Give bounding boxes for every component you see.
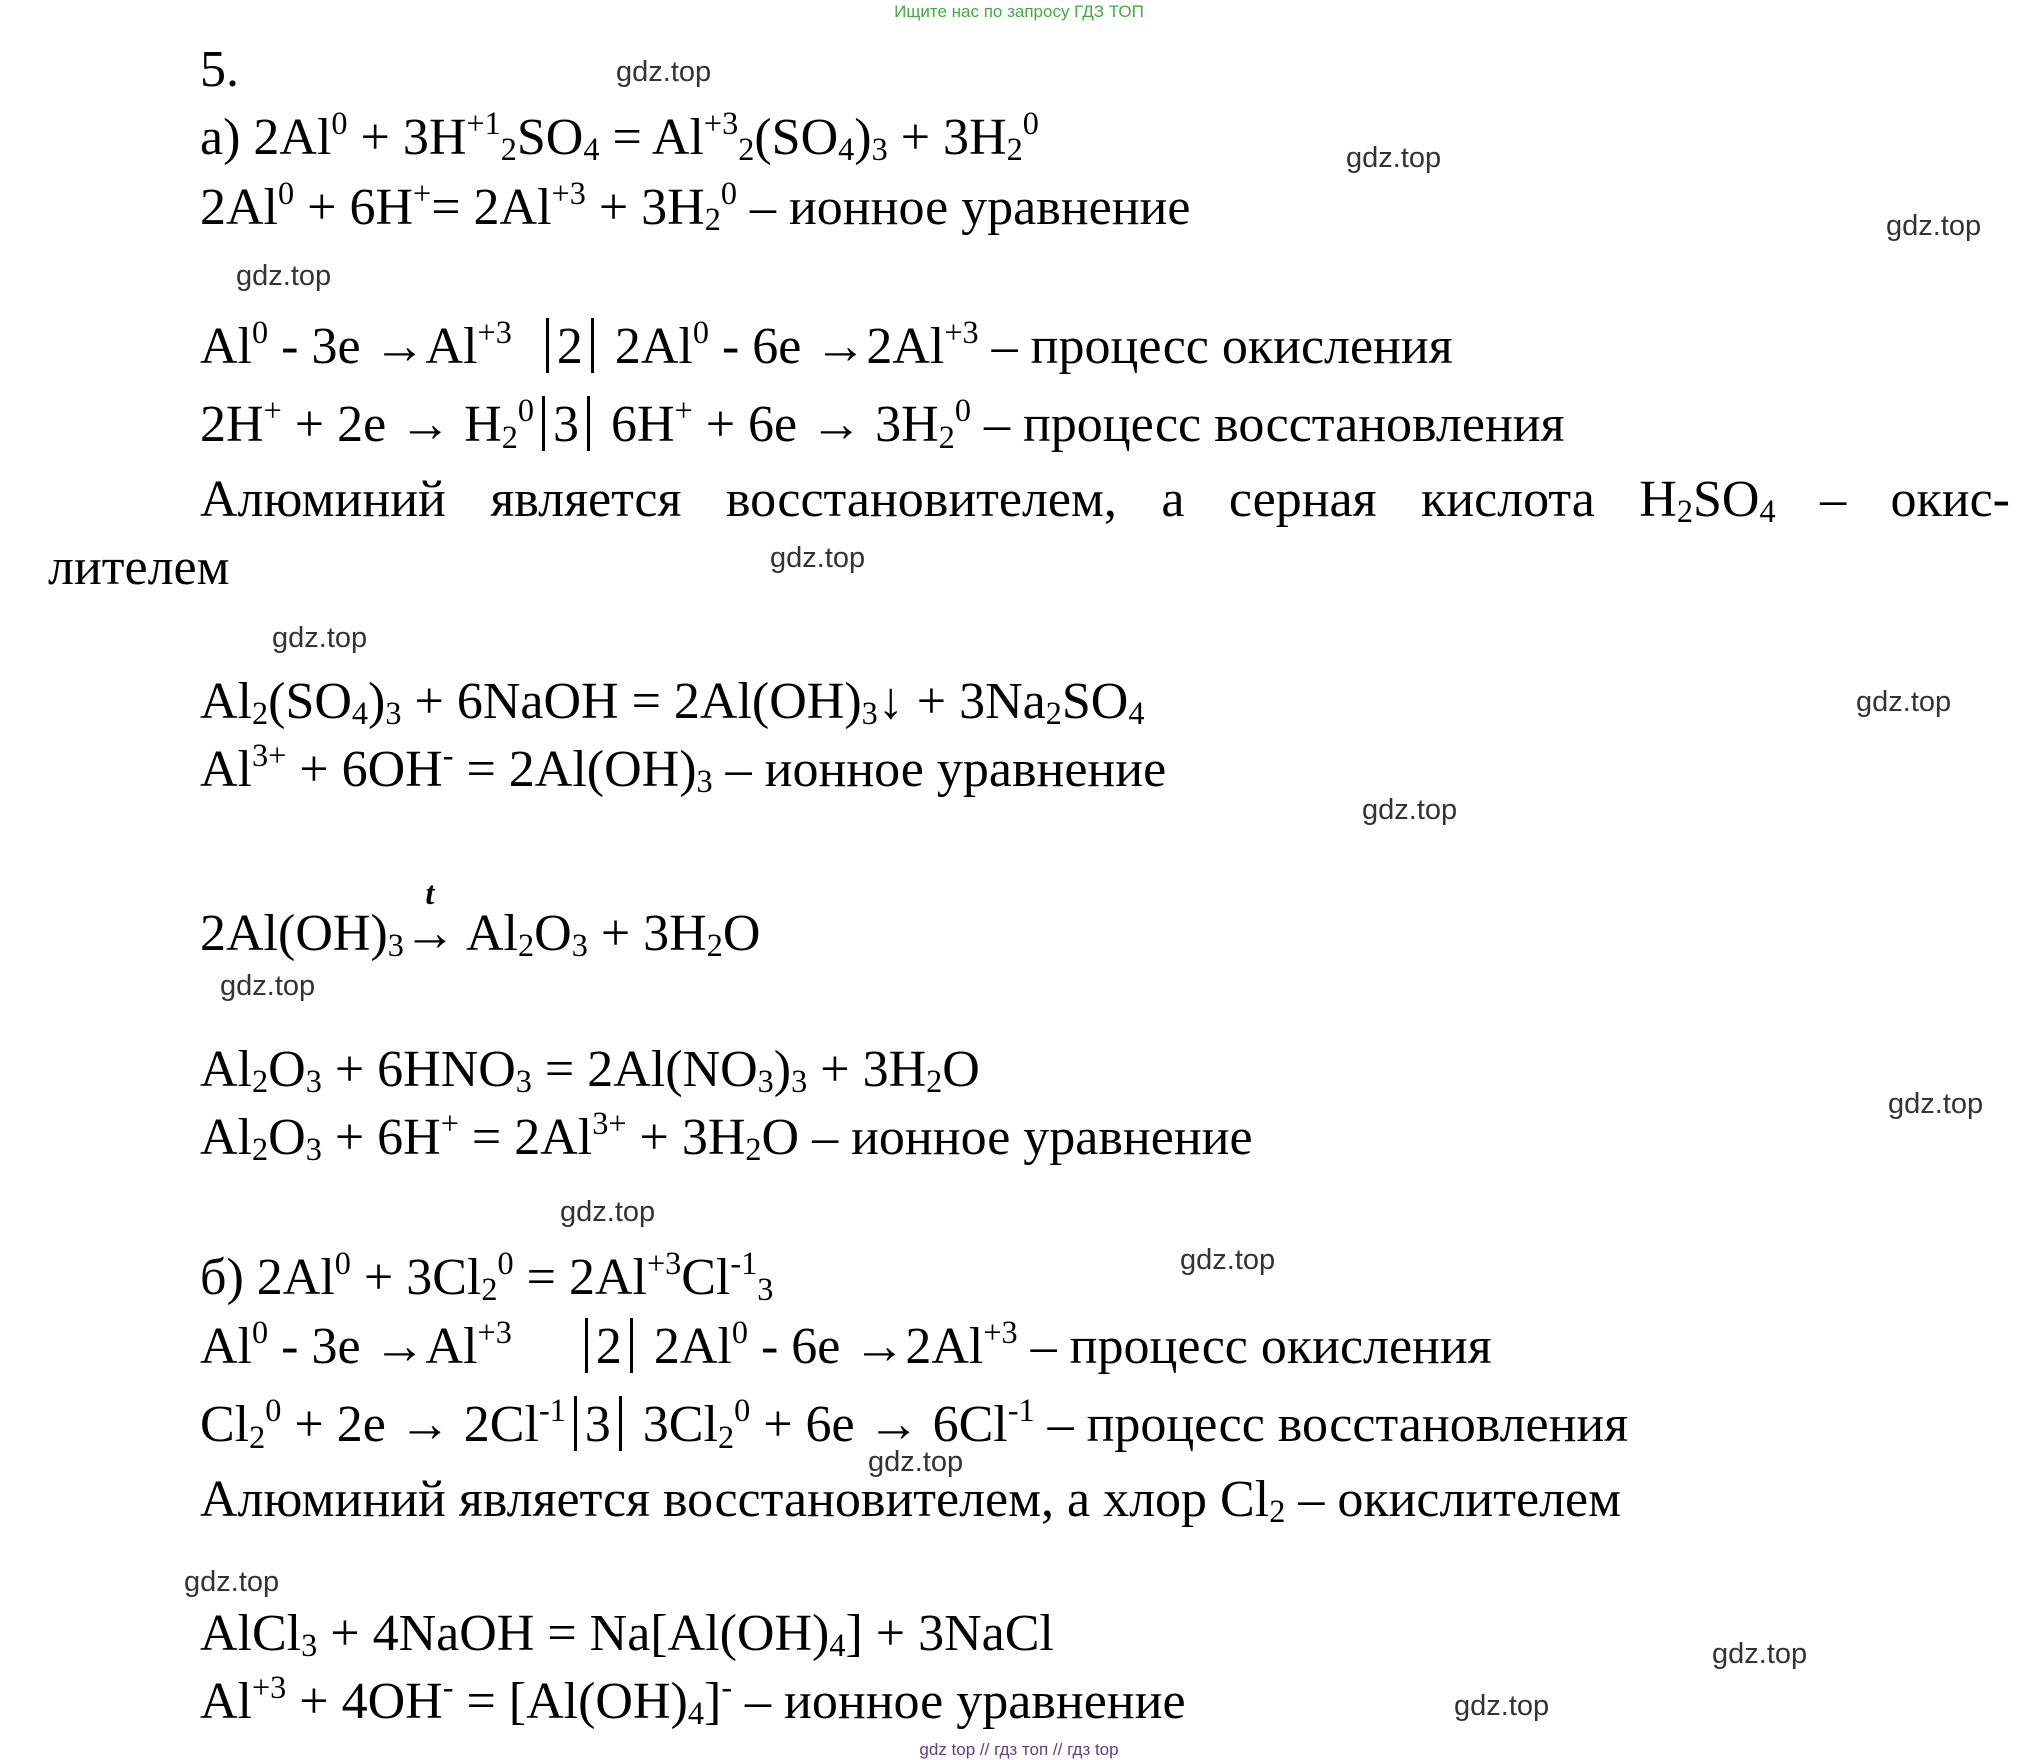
watermark: gdz.top [1454, 1690, 1550, 1722]
ionic-note: – ионное уравнение [749, 179, 1191, 236]
watermark: gdz.top [1856, 686, 1952, 718]
heat-symbol: t [425, 875, 435, 912]
watermark: gdz.top [616, 56, 712, 88]
watermark: gdz.top [1180, 1244, 1276, 1276]
ionic-equation-a2: $Al^{3+} + 6OH^- = 2Al(OH)_3$ – ионное уравнение [200, 737, 1167, 800]
bottom-banner: gdz top // гдз топ // гдз top [919, 1740, 1119, 1759]
problem-number: 5. [200, 41, 239, 98]
watermark: gdz.top [1712, 1638, 1808, 1670]
watermark: gdz.top [868, 1446, 964, 1478]
conclusion-b: Алюминий является восстановителем, а хлор $Cl_2$ – окислителем [200, 1471, 1622, 1530]
ionic-equation-a4: $Al_2O_3 + 6H^+ = 2Al^{3+} + 3H_2O$ – ионное уравнение [200, 1105, 1253, 1168]
watermark: gdz.top [272, 622, 368, 654]
equation-a4: $Al_2O_3 + 6HNO_3 = 2Al(NO_3)_3 + 3H_2O$ [200, 1041, 980, 1100]
equation-b1: б) $2Al^0 + 3Cl_2^0 = 2Al^{+3}Cl^{-1}_3$ [200, 1245, 774, 1308]
oxidation-note: – процесс окисления [991, 318, 1453, 376]
watermark: gdz.top [220, 970, 316, 1002]
part-b-label: б) [200, 1249, 244, 1306]
watermark: gdz.top [1362, 794, 1458, 826]
watermark: gdz.top [184, 1566, 280, 1598]
ionic-equation-b2: $Al^{+3} + 4OH^- = [Al(OH)_4]^-$ – ионное уравнение [200, 1669, 1186, 1732]
watermark: gdz.top [770, 542, 866, 574]
ionic-equation-a1: $2Al^0 + 6H^+= 2Al^{+3} + 3H_2^0$ – ионное уравнение [200, 175, 1191, 238]
watermark: gdz.top [1888, 1088, 1984, 1120]
conclusion-a-line2: лителем [48, 539, 230, 596]
equation-a1: а) $2Al^0 + 3H^{+1}_2SO_4 = Al^{+3}_2(SO_4)_3 + 3H_2^0$ [200, 105, 1039, 168]
watermark: gdz.top [236, 260, 332, 292]
watermark: gdz.top [560, 1196, 656, 1228]
oxidation-half-a: $Al^0 - 3e \to Al^{+3}$ 2 $2Al^0 - 6e \to 2Al^{+3}$ – процесс окисления [200, 314, 1453, 376]
part-a-label: а) [200, 109, 241, 166]
equation-b2: AlCl$_3$ + 4NaOH = $Na[Al(OH)_4]$ + 3NaCl [200, 1605, 1054, 1664]
reduction-note: – процесс восстановления [983, 396, 1565, 454]
reduction-half-a: $2H^+ + 2e \to H_2^0$ 3 $6H^+ + 6e \to 3H_2^0$ – процесс восстановления [200, 392, 1565, 455]
equation-a2: $Al_2(SO_4)_3$ + 6NaOH = $2Al(OH)_3↓ + 3Na_2SO_4$ [200, 673, 1145, 732]
reduction-half-b: $Cl_2^0 + 2e \to 2Cl^{-1}$ 3 $3Cl_2^0 + 6e \to 6Cl^{-1}$ – процесс восстановления [200, 1392, 1629, 1455]
equation-a3: $2Al(OH)_3$ t → $Al_2O_3 + 3H_2O$ [200, 875, 761, 964]
top-banner: Ищите нас по запросу ГДЗ ТОП [894, 2, 1144, 21]
watermark: gdz.top [1886, 210, 1982, 242]
oxidation-half-b: $Al^0 - 3e \to Al^{+3}$ 2 $2Al^0 - 6e \to 2Al^{+3}$ – процесс окисления [200, 1314, 1492, 1376]
conclusion-a-line1: Алюминий является восстановителем, а серная кислота $H_2SO_4$ – окис- [200, 471, 2011, 530]
watermark: gdz.top [1346, 142, 1442, 174]
